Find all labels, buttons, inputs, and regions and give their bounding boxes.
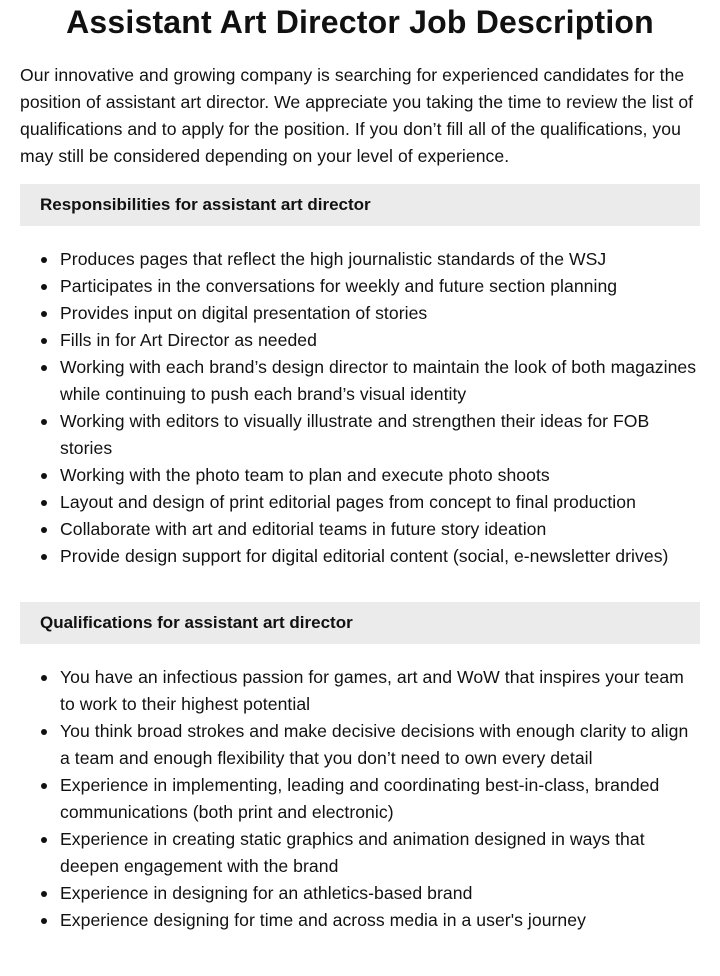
section-spacer [20,570,700,588]
bullet-icon [41,527,47,533]
list-item [20,664,700,718]
list-item-text: Working with the photo team to plan and execute photo shoots [60,465,550,485]
list-item-text: You think broad strokes and make decisive decisions with enough clarity to align a team and enough flexibility that you don’t need to own every detail [60,721,689,768]
bullet-icon [41,837,47,843]
list-item [20,327,700,354]
page-title: Assistant Art Director Job Description [66,4,654,40]
list-item [20,826,700,880]
list-item-text: Fills in for Art Director as needed [60,330,317,350]
list-item [20,489,700,516]
qualifications-list [20,664,700,934]
list-item-text: Produces pages that reflect the high journalistic standards of the WSJ [60,249,607,269]
list-item [20,246,700,273]
list-item-text: Experience designing for time and across media in a user's journey [60,910,586,930]
bullet-icon [41,783,47,789]
list-item-text: Layout and design of print editorial pages from concept to final production [60,492,636,512]
list-item-text: Working with each brand’s design director to maintain the look of both magazines while continuing to push each brand’s visual identity [60,357,697,404]
bullet-icon [41,419,47,425]
bullet-icon [41,365,47,371]
list-item [20,408,700,462]
list-item-text: Experience in creating static graphics and animation designed in ways that deepen engagement with the brand [60,829,645,876]
list-item-text: You have an infectious passion for games, art and WoW that inspires your team to work to their highest potential [60,667,684,714]
bullet-icon [41,891,47,897]
list-item [20,273,700,300]
list-item-text: Experience in designing for an athletics-based brand [60,883,473,903]
list-item [20,516,700,543]
bullet-icon [41,284,47,290]
bullet-icon [41,918,47,924]
responsibilities-list [20,246,700,570]
list-item [20,718,700,772]
bullet-icon [41,311,47,317]
list-item [20,354,700,408]
bullet-icon [41,338,47,344]
list-item [20,543,700,570]
bullet-icon [41,257,47,263]
list-item [20,772,700,826]
bullet-icon [41,554,47,560]
list-item [20,300,700,327]
list-item [20,462,700,489]
bullet-icon [41,675,47,681]
bullet-icon [41,729,47,735]
list-item-text: Provides input on digital presentation of stories [60,303,428,323]
list-item-text: Working with editors to visually illustrate and strengthen their ideas for FOB stories [60,411,650,458]
list-item [20,880,700,907]
list-item-text: Experience in implementing, leading and coordinating best-in-class, branded communications (both print and electronic) [60,775,660,822]
list-item-text: Provide design support for digital editorial content (social, e-newsletter drives) [60,546,669,566]
intro-paragraph: Our innovative and growing company is searching for experienced candidates for the position of assistant art director. We appreciate you taking the time to review the list of qualifications and to apply for the position. If you don’t fill all of the qualifications, you may still be considered depending on your level of experience. [20,65,694,166]
list-item-text: Participates in the conversations for weekly and future section planning [60,276,618,296]
list-item [20,907,700,934]
list-item-text: Collaborate with art and editorial teams in future story ideation [60,519,547,539]
responsibilities-heading: Responsibilities for assistant art director [20,184,700,226]
qualifications-heading: Qualifications for assistant art director [20,602,700,644]
bullet-icon [41,500,47,506]
bullet-icon [41,473,47,479]
